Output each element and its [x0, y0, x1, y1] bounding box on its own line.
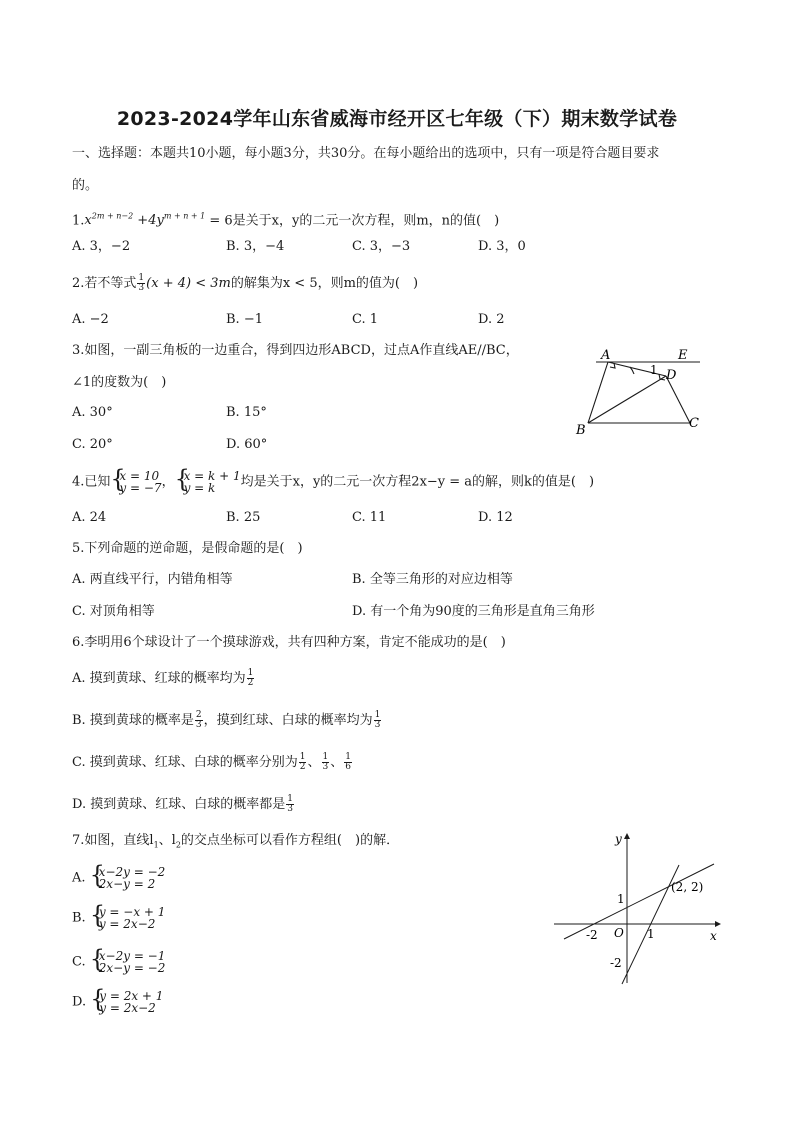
- q7-coordinate-graph: [548, 828, 730, 988]
- right-angle-a: [610, 363, 615, 368]
- q2-option-b[interactable]: B. −1: [226, 312, 263, 327]
- y-tick-1: 1: [617, 892, 625, 906]
- q7-option-a[interactable]: A. { x−2y = −2 2x−y = 2: [72, 866, 165, 890]
- q4-option-c[interactable]: C. 11: [352, 510, 387, 525]
- section-heading-cont: 的。: [72, 178, 99, 193]
- question-7-stem: 7.如图，直线$l_1$、$l_2$的交点坐标可以看作方程组( )的解．: [72, 833, 400, 850]
- x-tick-1: 1: [647, 927, 655, 941]
- label-d: D: [666, 368, 677, 383]
- q1-option-c[interactable]: C. 3，−3: [352, 239, 411, 254]
- q1-option-b[interactable]: B. 3，−4: [226, 239, 285, 254]
- question-4-stem: 4.已知 { x = 10 y = −7 ， { x = k + 1 y = k 均是关于x，y的二元一次方程2x−y = a的解，则k的值是( ): [72, 470, 594, 494]
- q3-option-d[interactable]: D. 60°: [226, 437, 268, 452]
- x-axis-label: x: [710, 929, 717, 943]
- q6-option-a[interactable]: A. 摸到黄球、红球的概率均为 $\frac{1}{2}$: [72, 668, 254, 688]
- q7-option-b[interactable]: B. { y = −x + 1 y = 2x−2: [72, 906, 165, 930]
- label-b: B: [576, 423, 586, 438]
- q5-option-a[interactable]: A. 两直线平行，内错角相等: [72, 572, 233, 587]
- q4-option-b[interactable]: B. 25: [226, 510, 261, 525]
- y-tick-neg2: -2: [610, 956, 622, 970]
- q1-option-d[interactable]: D. 3，0: [478, 239, 526, 254]
- q2-option-a[interactable]: A. −2: [72, 312, 109, 327]
- question-3-stem: 3.如图，一副三角板的一边重合，得到四边形ABCD，过点A作直线AE//BC，: [72, 343, 519, 358]
- label-c: C: [689, 416, 699, 431]
- q7-option-c[interactable]: C. { x−2y = −1 2x−y = −2: [72, 950, 165, 974]
- q4-system-2: { x = k + 1 y = k: [175, 470, 241, 494]
- question-6-stem: 6.李明用6个球设计了一个摸球游戏，共有四种方案，肯定不能成功的是( ): [72, 635, 506, 650]
- q3-option-a[interactable]: A. 30°: [72, 405, 113, 420]
- q3-option-c[interactable]: C. 20°: [72, 437, 113, 452]
- q4-tail: 均是关于x，y的二元一次方程2x−y = a的解，则k的值是( ): [240, 474, 595, 490]
- q2-fraction: $\frac{1}{3}$: [138, 273, 145, 293]
- question-1-stem: $1.x^{2m + n-2} +4y^{m + n + 1} = 6$是关于x，y的二元一次方程，则m，n的值( ): [72, 212, 500, 229]
- q6-option-b[interactable]: B. 摸到黄球的概率是 $\frac{2}{3}$ ，摸到红球、白球的概率均为 $\frac{1}{3}$: [72, 710, 381, 730]
- q1-tail: 是关于x，y的二元一次方程，则m，n的值( ): [232, 213, 500, 229]
- question-3-stem-cont: ∠1的度数为( ): [72, 375, 167, 390]
- q6-option-d[interactable]: D. 摸到黄球、红球、白球的概率都是 $\frac{1}{3}$: [72, 794, 293, 814]
- q4-option-a[interactable]: A. 24: [72, 510, 107, 525]
- section-heading: 一、选择题：本题共10小题，每小题3分，共30分。在每小题给出的选项中，只有一项是符合题目要求: [72, 146, 660, 161]
- q6-option-c[interactable]: C. 摸到黄球、红球、白球的概率分别为 $\frac{1}{2}$ 、 $\frac{1}{3}$ 、 $\frac{1}{6}$: [72, 752, 351, 772]
- q2-tail: 的解集为x < 5，则m的值为( ): [230, 276, 419, 291]
- exam-title: 2023-2024学年山东省威海市经开区七年级（下）期末数学试卷: [116, 108, 678, 130]
- q7-option-d[interactable]: D. { y = 2x + 1 y = 2x−2: [72, 990, 163, 1014]
- q2-option-c[interactable]: C. 1: [352, 312, 379, 327]
- question-2-stem: 2.若不等式 $\frac{1}{3}$ (x + 4) < 3m的解集为x < 5，则m的值为( ): [72, 273, 419, 293]
- q2-option-d[interactable]: D. 2: [478, 312, 505, 327]
- q1-number: 1.: [72, 213, 85, 229]
- label-angle-1: 1: [650, 363, 658, 377]
- q5-option-d[interactable]: D. 有一个角为90度的三角形是直角三角形: [352, 604, 595, 619]
- q3-triangle-figure: [570, 346, 710, 438]
- question-5-stem: 5.下列命题的逆命题，是假命题的是( ): [72, 541, 303, 556]
- q1-equation: $x^{2m + n-2} +4y^{m + n + 1}$: [84, 212, 206, 229]
- segment-dc: [666, 376, 690, 423]
- label-e: E: [678, 348, 688, 363]
- q2-number: 2.: [72, 276, 85, 291]
- segment-ab: [588, 362, 608, 423]
- segment-bd: [588, 376, 666, 423]
- origin-label: O: [614, 926, 624, 940]
- y-axis-label: y: [615, 832, 622, 846]
- x-tick-neg2: -2: [586, 928, 598, 942]
- q4-system-1: { x = 10 y = −7: [110, 470, 161, 494]
- q4-option-d[interactable]: D. 12: [478, 510, 513, 525]
- q1-option-a[interactable]: A. 3，−2: [72, 239, 131, 254]
- q5-option-b[interactable]: B. 全等三角形的对应边相等: [352, 572, 513, 587]
- q3-option-b[interactable]: B. 15°: [226, 405, 267, 420]
- q4-number: 4.已知: [72, 474, 111, 490]
- intersection-label: (2, 2): [671, 880, 704, 894]
- q5-option-c[interactable]: C. 对顶角相等: [72, 604, 155, 619]
- label-a: A: [601, 348, 611, 363]
